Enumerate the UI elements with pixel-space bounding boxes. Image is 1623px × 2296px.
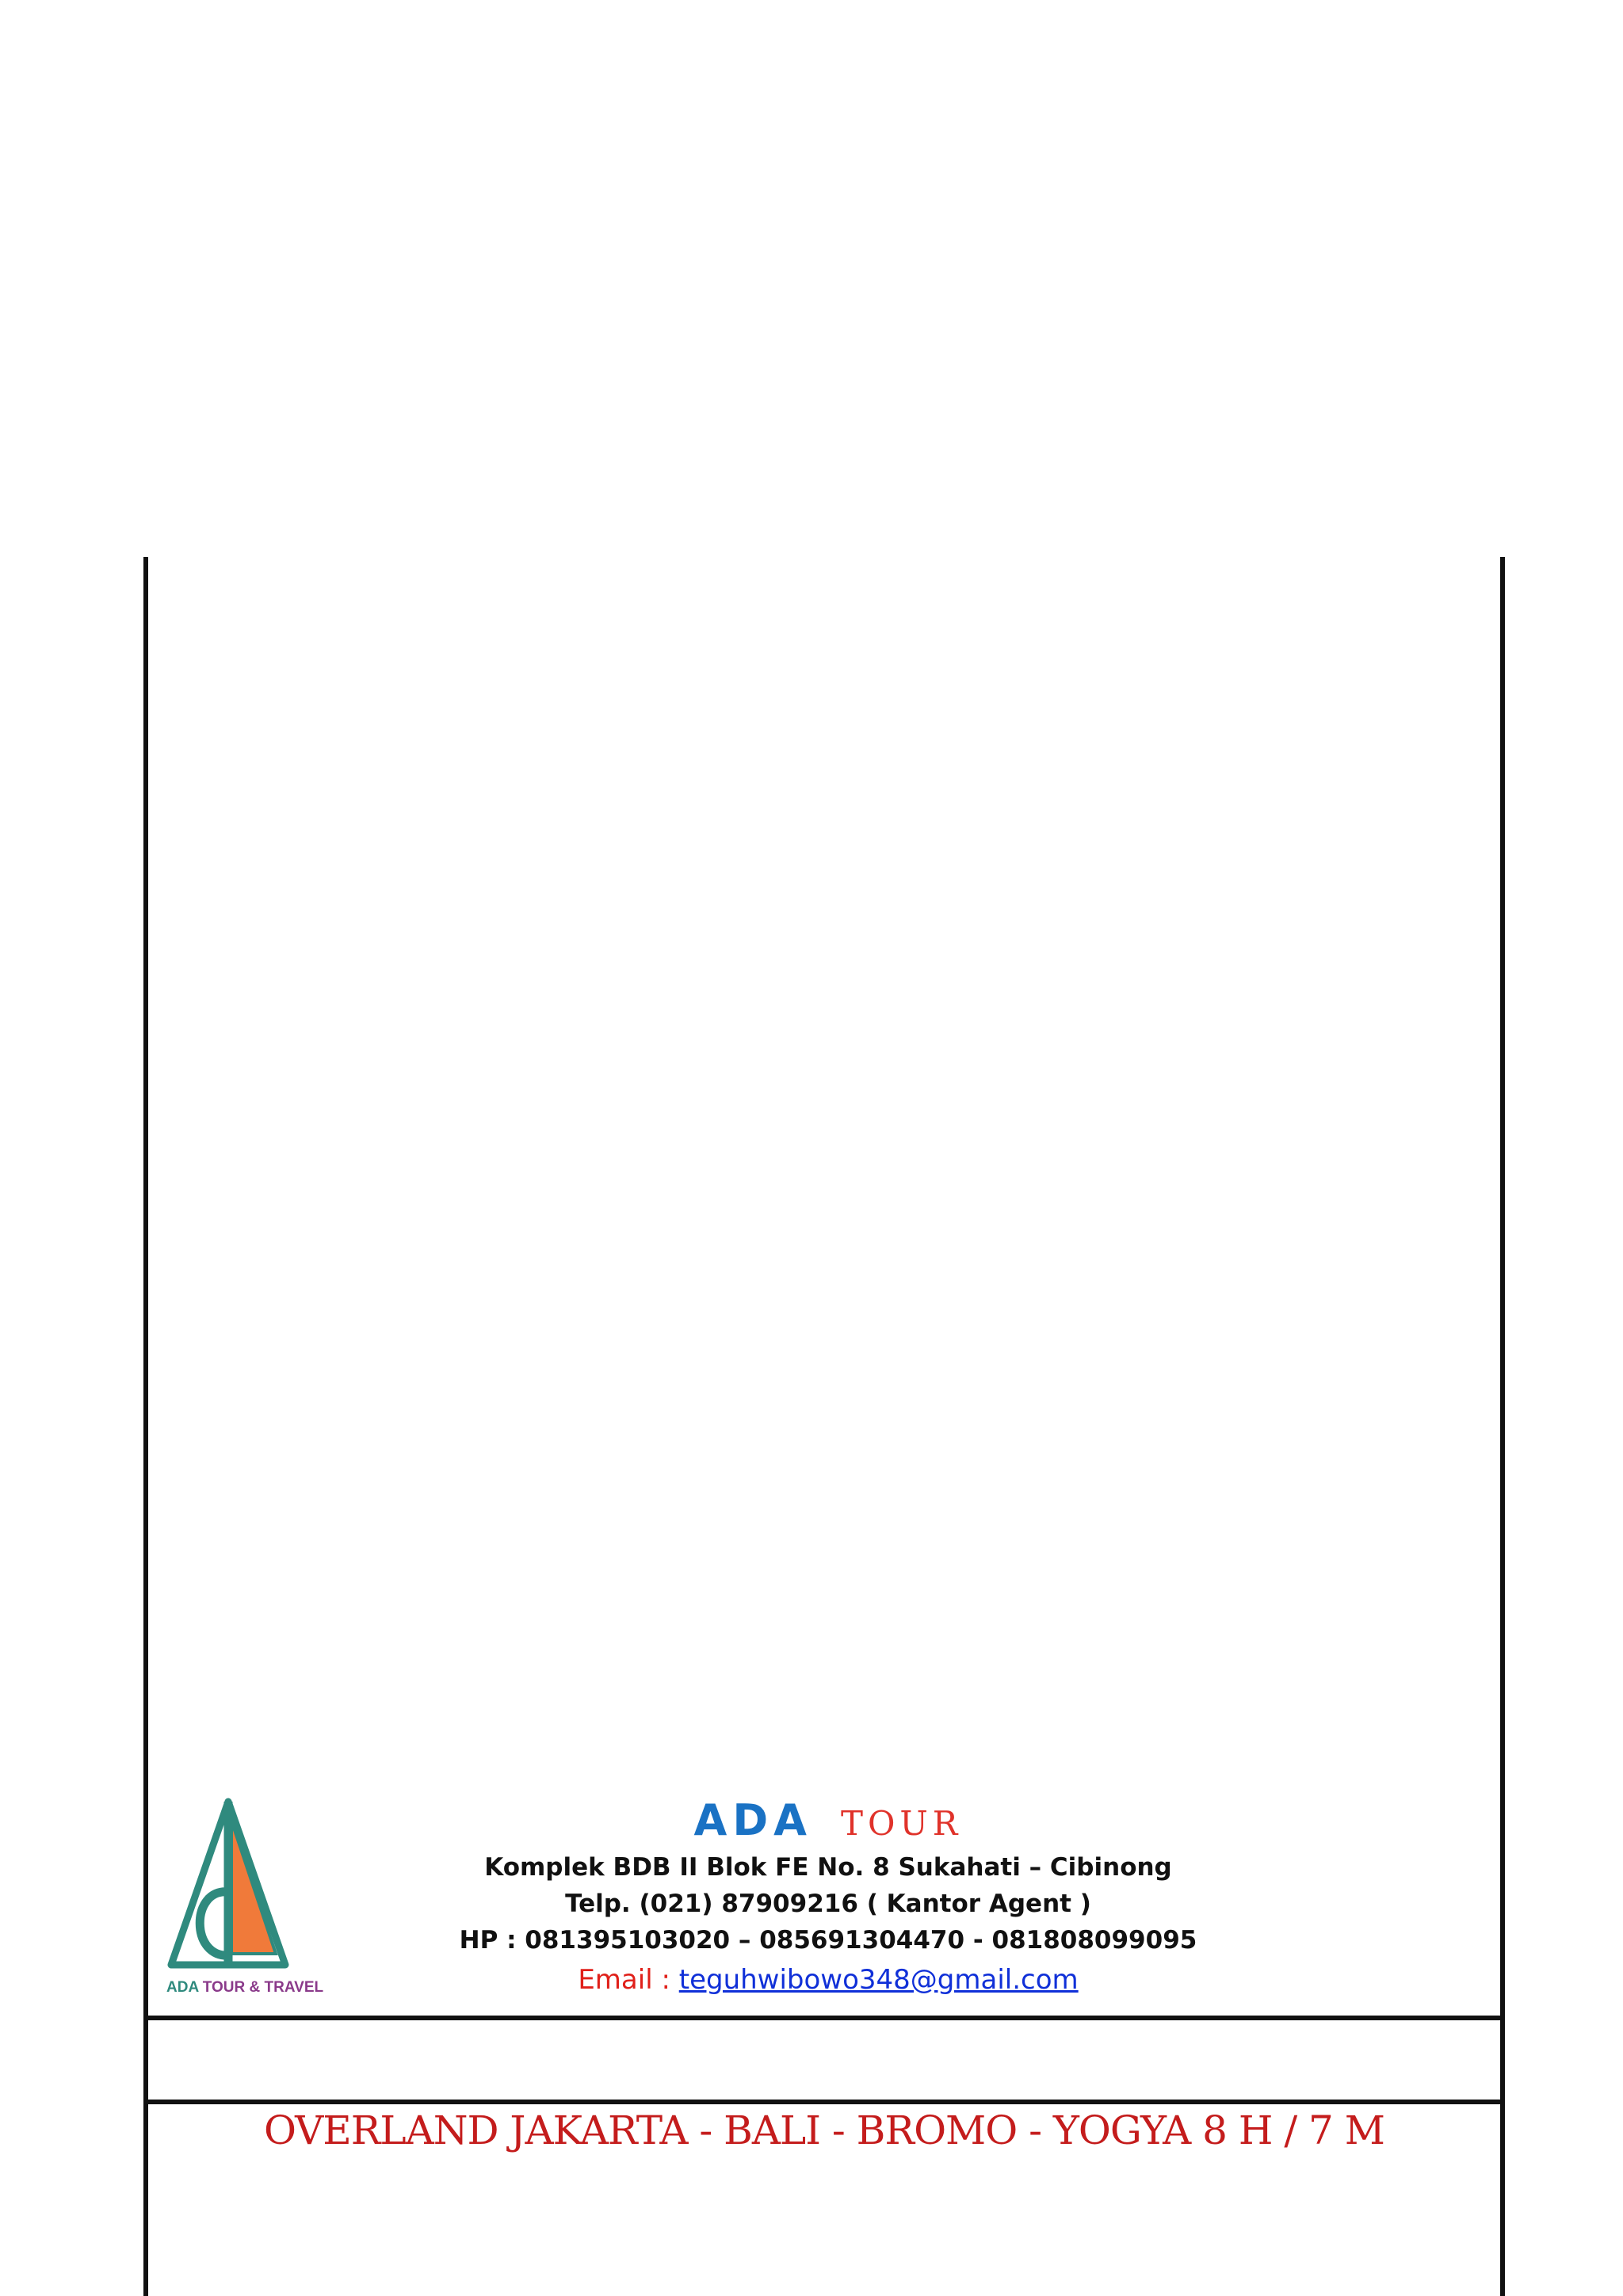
address-line: Komplek BDB II Blok FE No. 8 Sukahati – Cibinong [484, 1853, 1172, 1882]
email-line [301, 1958, 1355, 2001]
email-label: Email : [578, 1964, 670, 1996]
letterhead [301, 1792, 1355, 2001]
company-logo [166, 1797, 324, 1999]
brand-line [301, 1792, 1355, 1849]
logo-caption [166, 1979, 324, 1997]
brand-name: ADA [693, 1795, 812, 1845]
divider-line-top [143, 2016, 1505, 2020]
mobile-line: HP : 081395103020 – 085691304470 - 081808099095 [459, 1926, 1197, 1955]
left-border-line [143, 557, 148, 2296]
logo-caption-word1: ADA [166, 1979, 199, 1996]
brand-suffix: TOUR [840, 1804, 963, 1843]
tour-title: OVERLAND JAKARTA - BALI - BROMO - YOGYA 8 H / 7 M [264, 2107, 1384, 2153]
divider-line-bottom [143, 2100, 1505, 2104]
right-border-line [1500, 557, 1505, 2296]
logo-caption-word2: TOUR & TRAVEL [202, 1979, 324, 1996]
phone-line: Telp. (021) 87909216 ( Kantor Agent ) [565, 1890, 1091, 1918]
email-link[interactable]: teguhwibowo348@gmail.com [678, 1964, 1079, 1996]
